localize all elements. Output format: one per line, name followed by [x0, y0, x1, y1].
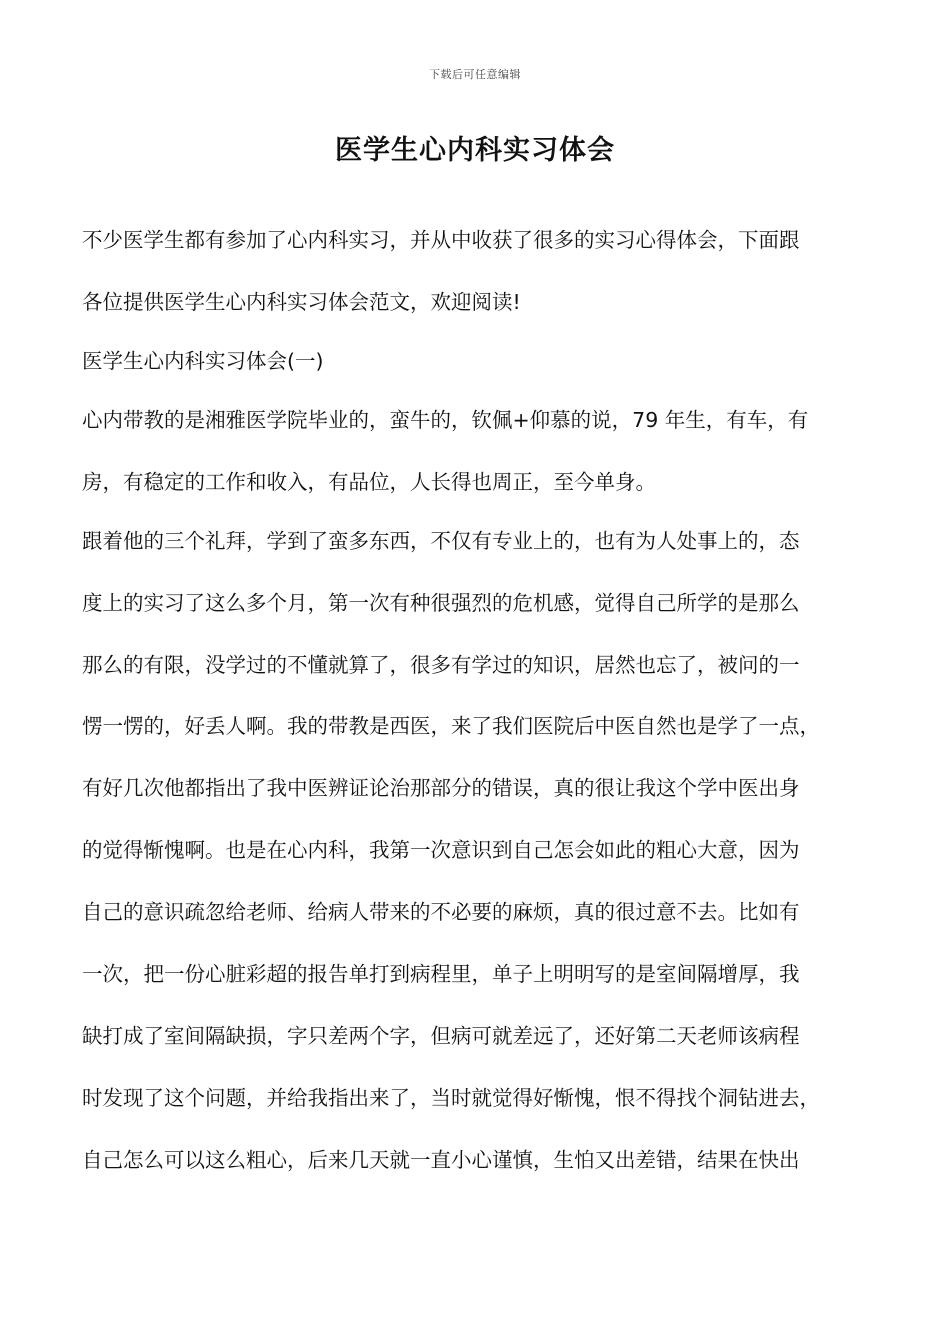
header-note: 下载后可任意编辑 — [429, 68, 521, 81]
paragraph-line: 那么的有限，没学过的不懂就算了，很多有学过的知识，居然也忘了，被问的一 — [82, 653, 800, 677]
paragraph-line: 的觉得惭愧啊。也是在心内科，我第一次意识到自己怎会如此的粗心大意，因为 — [82, 838, 800, 862]
paragraph-line: 自己的意识疏忽给老师、给病人带来的不必要的麻烦，真的很过意不去。比如有 — [82, 900, 800, 924]
paragraph-line: 一次，把一份心脏彩超的报告单打到病程里，单子上明明写的是室间隔增厚，我 — [82, 962, 800, 986]
paragraph-line: 愣一愣的，好丢人啊。我的带教是西医，来了我们医院后中医自然也是学了一点， — [82, 714, 820, 738]
paragraph-line: 跟着他的三个礼拜，学到了蛮多东西，不仅有专业上的，也有为人处事上的，态 — [82, 529, 800, 553]
paragraph-line: 缺打成了室间隔缺损，字只差两个字，但病可就差远了，还好第二天老师该病程 — [82, 1024, 800, 1048]
paragraph-line: 房，有稳定的工作和收入，有品位，人长得也周正，至今单身。 — [82, 470, 656, 494]
paragraph-line: 心内带教的是湘雅医学院毕业的，蛮牛的，钦佩+仰慕的说，79 年生，有车，有 — [82, 408, 809, 432]
paragraph-line: 度上的实习了这么多个月，第一次有种很强烈的危机感，觉得自己所学的是那么 — [82, 591, 800, 615]
section-heading: 医学生心内科实习体会(一) — [82, 349, 324, 373]
document-title: 医学生心内科实习体会 — [335, 135, 615, 166]
paragraph-line: 各位提供医学生心内科实习体会范文，欢迎阅读! — [82, 290, 521, 314]
paragraph-line: 自己怎么可以这么粗心，后来几天就一直小心谨慎，生怕又出差错，结果在快出 — [82, 1148, 800, 1172]
paragraph-line: 有好几次他都指出了我中医辨证论治那部分的错误，真的很让我这个学中医出身 — [82, 776, 800, 800]
paragraph-line: 时发现了这个问题，并给我指出来了，当时就觉得好惭愧，恨不得找个洞钻进去， — [82, 1086, 820, 1110]
paragraph-line: 不少医学生都有参加了心内科实习，并从中收获了很多的实习心得体会，下面跟 — [82, 228, 800, 252]
